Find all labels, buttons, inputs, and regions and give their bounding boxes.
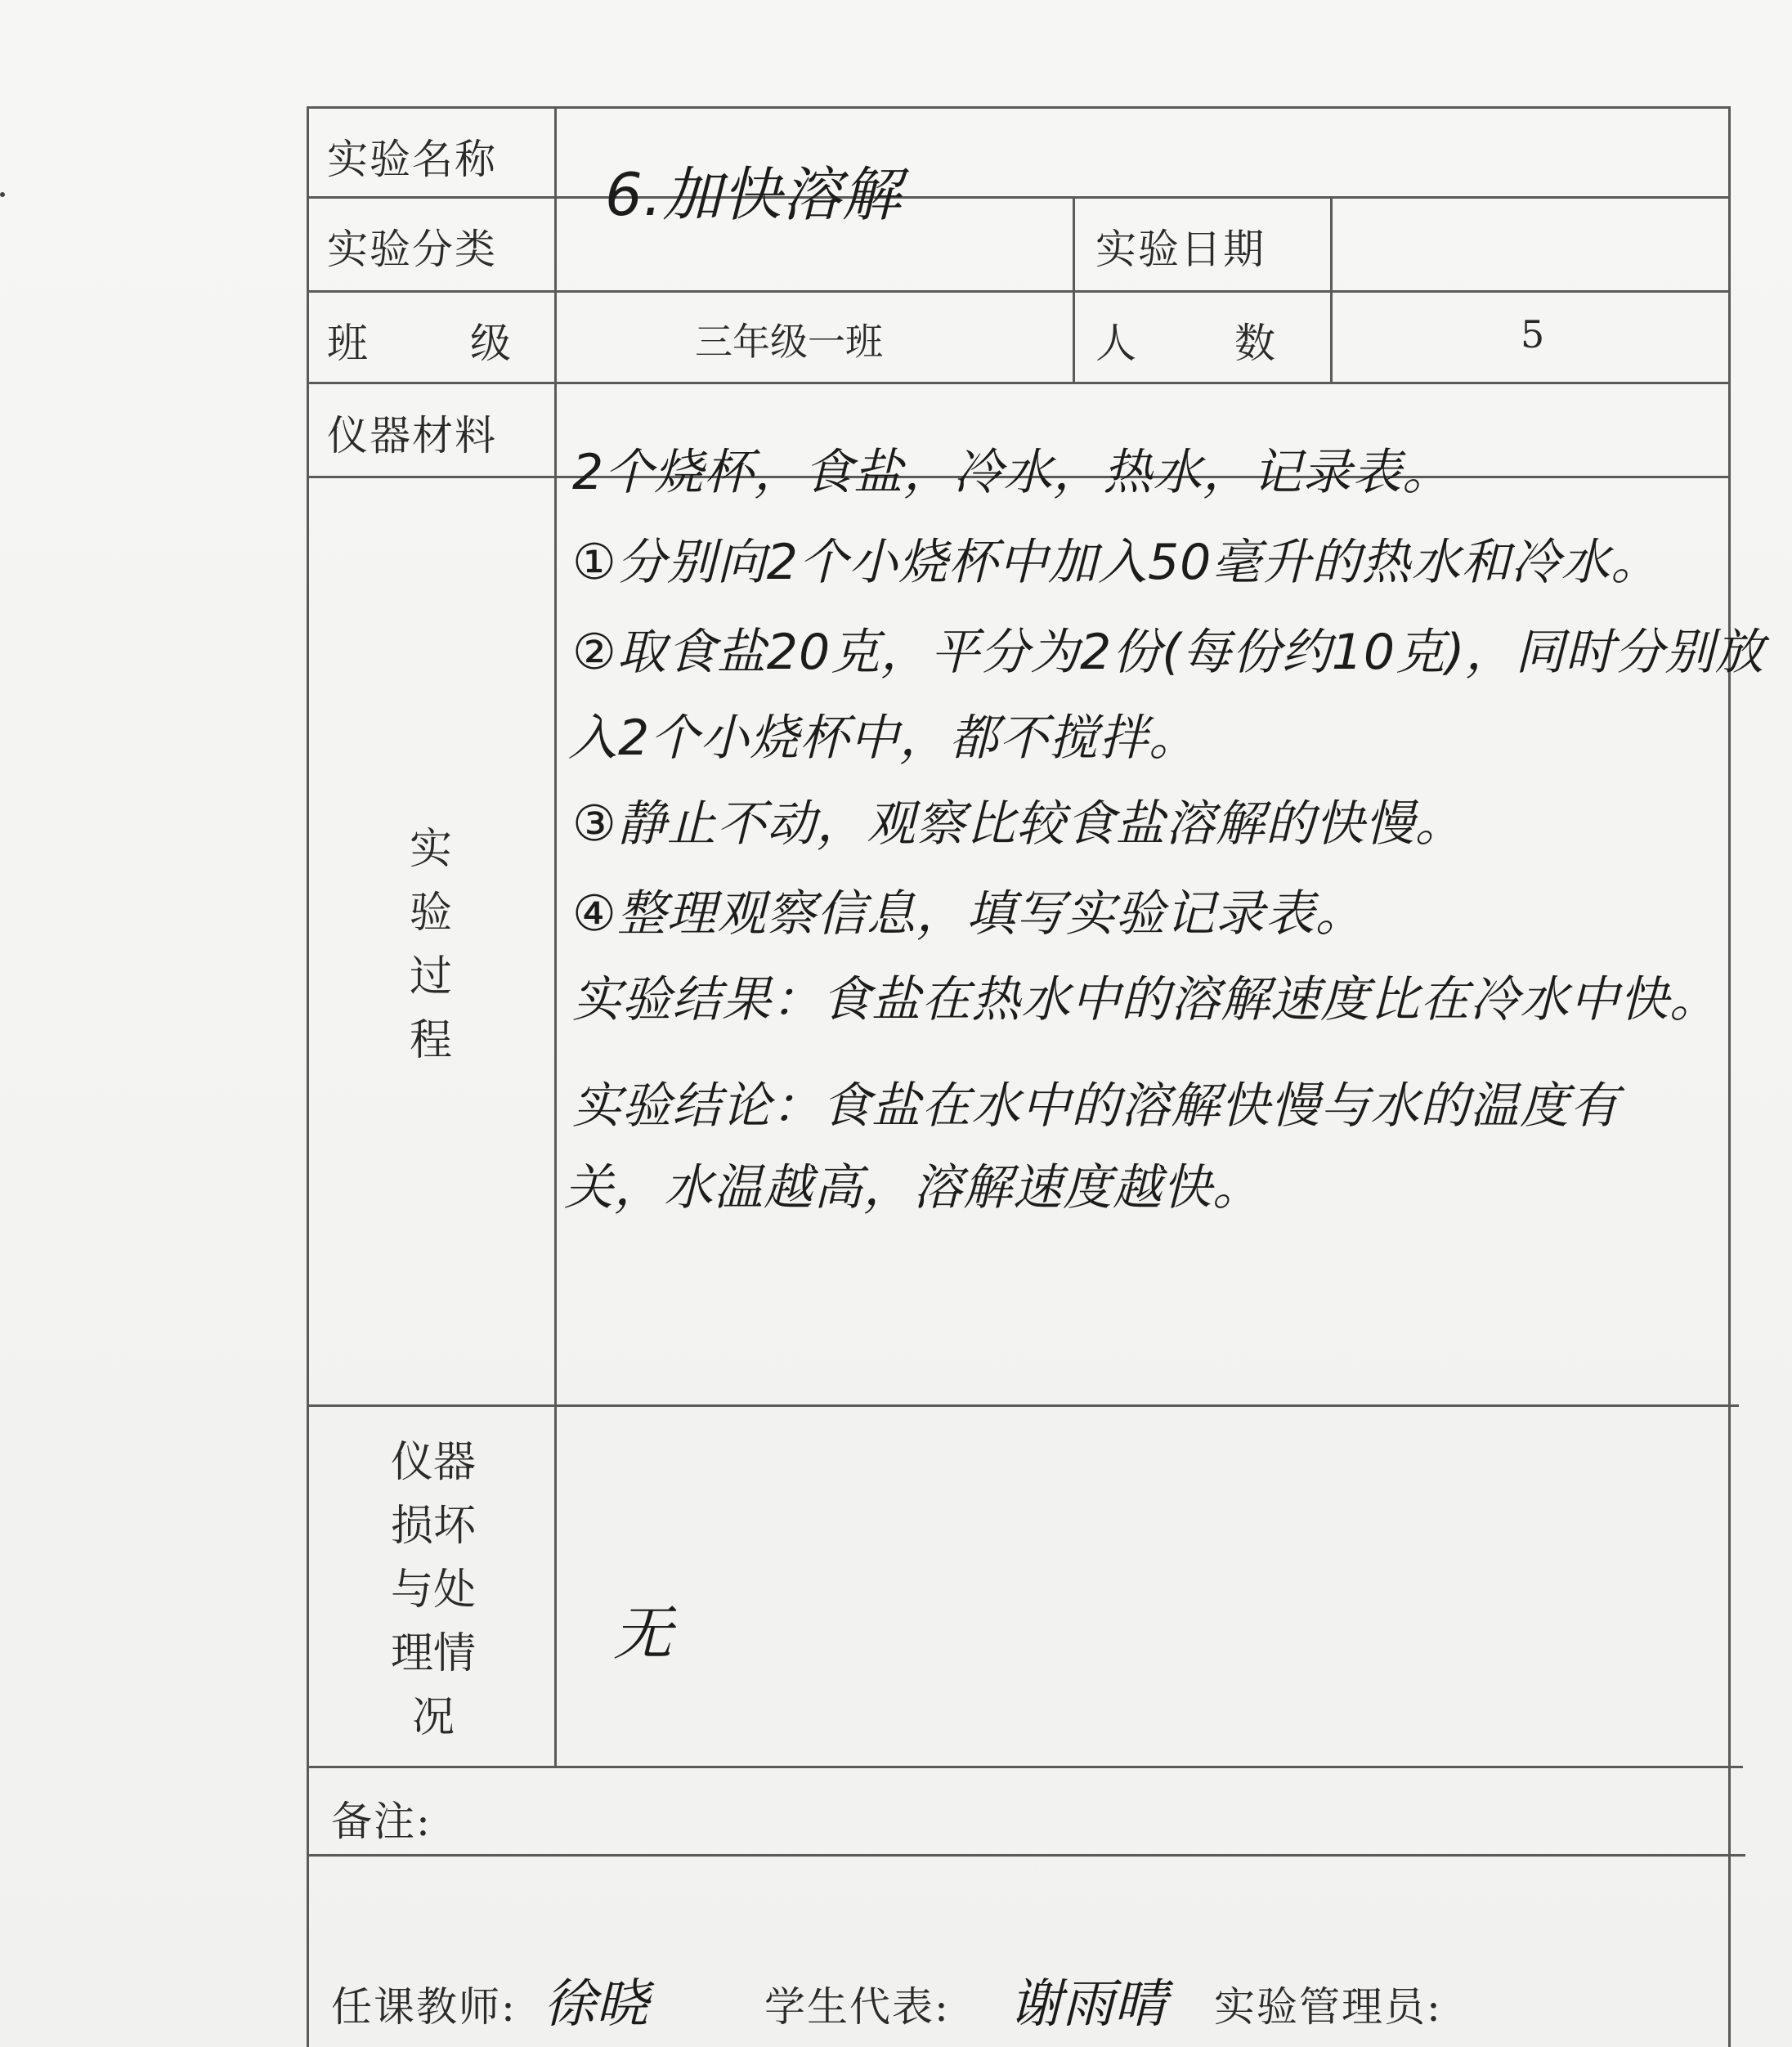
row-divider-7 — [309, 1854, 1745, 1857]
experiment-category-label: 实验分类 — [327, 226, 497, 273]
damage-value: 无 — [613, 1599, 674, 1668]
student-rep-label: 学生代表: — [764, 1983, 950, 2031]
table-border-top — [307, 106, 1731, 109]
experiment-name-value: 6.加快溶解 — [605, 160, 902, 229]
process-line: 关，水温越高，溶解速度越快。 — [564, 1159, 1262, 1216]
row-divider-1 — [307, 196, 1731, 199]
process-label-char: 实 — [409, 825, 452, 874]
table-border-right — [1728, 106, 1731, 2047]
experiment-date-label: 实验日期 — [1095, 226, 1266, 273]
class-level-label-first-char: 班 — [327, 320, 370, 367]
equipment-materials-label: 仪器材料 — [327, 412, 497, 459]
row-divider-5 — [307, 1404, 1739, 1407]
headcount-label-second-char: 数 — [1234, 320, 1277, 367]
process-line: ③静止不动，观察比较食盐溶解的快慢。 — [572, 795, 1465, 853]
equipment-materials-value: 2个烧杯，食盐，冷水，热水，记录表。 — [572, 444, 1453, 501]
date-label-divider-right — [1330, 196, 1333, 382]
damage-label — [372, 1431, 495, 1749]
process-line: ②取食盐20克，平分为2份(每份约10克)，同时分别放 — [572, 624, 1765, 681]
damage-label-line: 况 — [411, 1693, 455, 1742]
process-line: ①分别向2个小烧杯中加入50毫升的热水和冷水。 — [572, 534, 1661, 591]
process-label-char: 程 — [409, 1016, 452, 1065]
stray-ink-mark — [0, 192, 5, 197]
damage-label-line: 理情 — [390, 1629, 476, 1678]
damage-label-line: 与处 — [390, 1565, 476, 1615]
label-column-divider — [554, 106, 557, 1766]
student-rep-signature: 谢雨晴 — [1010, 1974, 1167, 2035]
lab-admin-label: 实验管理员: — [1214, 1983, 1442, 2031]
table-border-left — [307, 106, 309, 2047]
remarks-label: 备注: — [331, 1798, 432, 1845]
process-line: ④整理观察信息，填写实验记录表。 — [572, 885, 1365, 943]
class-level-value: 三年级一班 — [695, 320, 883, 364]
experiment-process-label — [406, 817, 455, 1073]
process-line: 入2个小烧杯中，都不搅拌。 — [568, 710, 1199, 767]
class-level-label-second-char: 级 — [470, 320, 513, 367]
damage-label-line: 仪器 — [390, 1438, 476, 1487]
headcount-label-first-char: 人 — [1095, 320, 1138, 367]
row-divider-2 — [307, 290, 1731, 293]
date-label-divider-left — [1073, 196, 1075, 382]
row-divider-6 — [307, 1766, 1743, 1768]
process-label-char: 过 — [409, 952, 452, 1001]
row-divider-3 — [307, 382, 1731, 384]
teacher-label: 任课教师: — [331, 1983, 517, 2031]
teacher-signature: 徐晓 — [544, 1974, 648, 2035]
process-label-char: 验 — [409, 889, 452, 938]
damage-label-line: 损坏 — [390, 1502, 476, 1551]
experiment-name-label: 实验名称 — [327, 136, 497, 183]
process-line: 实验结论：食盐在水中的溶解快慢与水的温度有 — [572, 1077, 1620, 1135]
process-line: 实验结果：食盐在热水中的溶解速度比在冷水中快。 — [572, 971, 1719, 1028]
headcount-value: 5 — [1521, 312, 1545, 356]
